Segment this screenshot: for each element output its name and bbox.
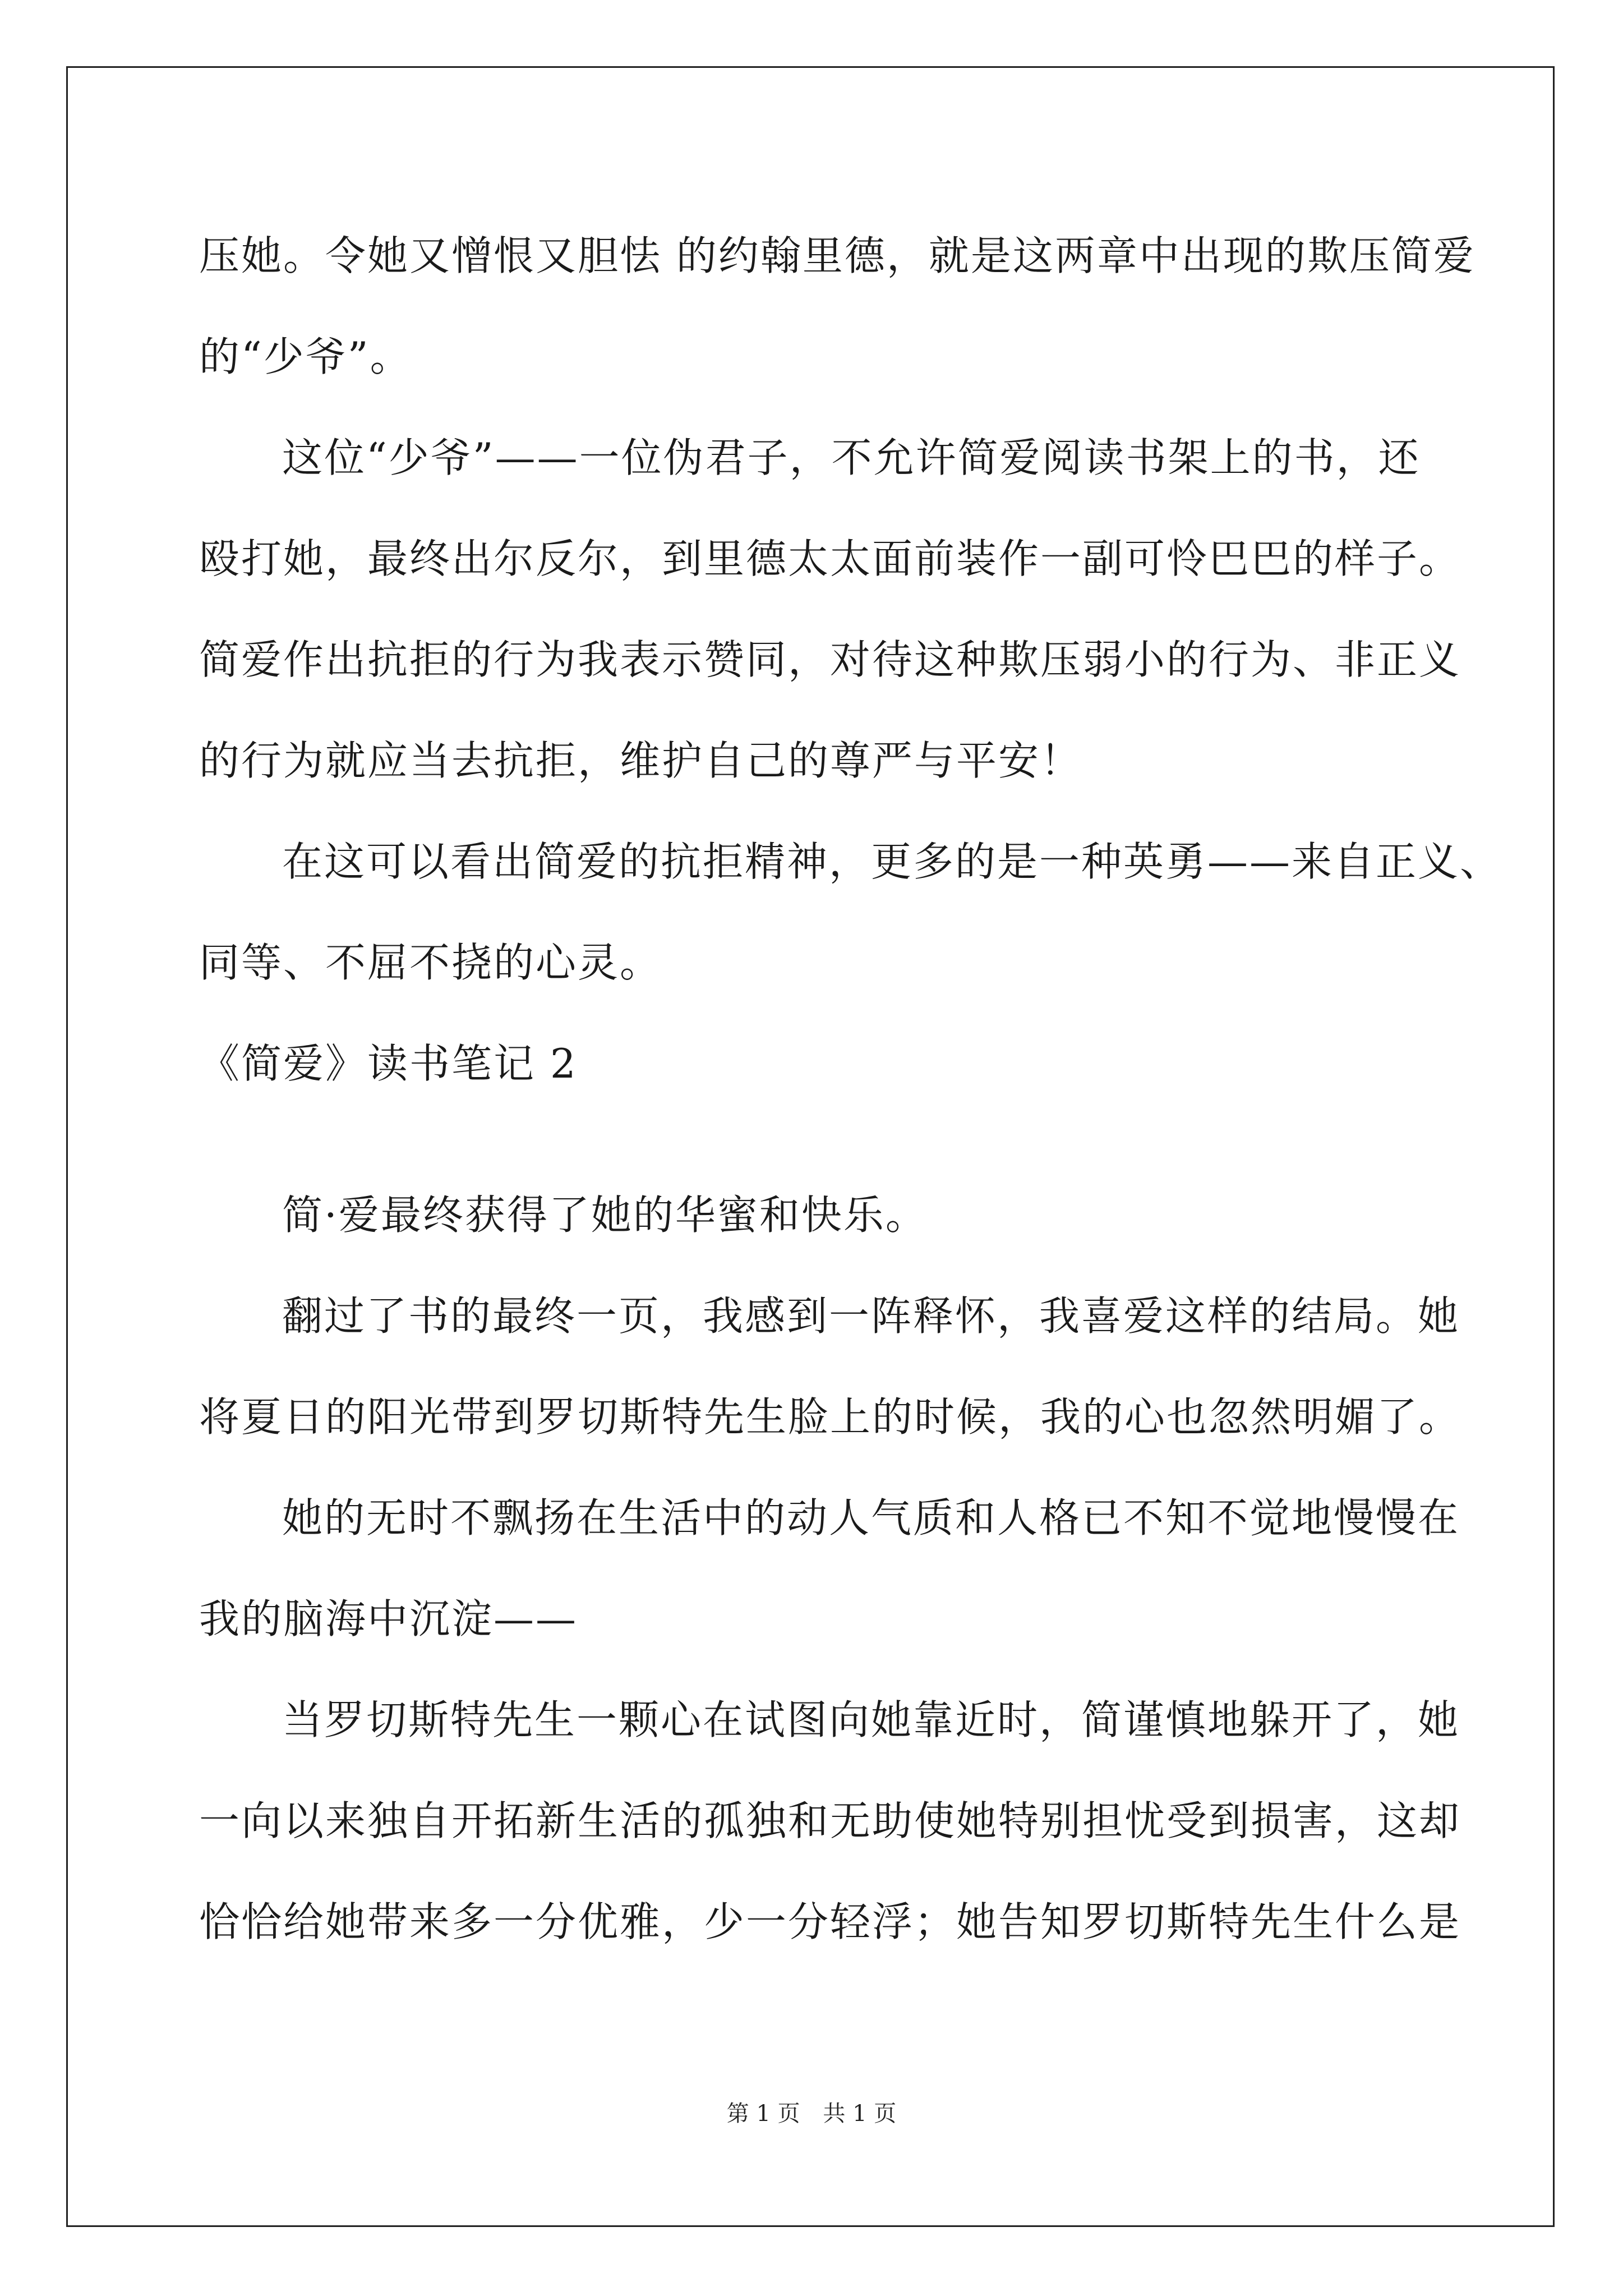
page-footer xyxy=(0,2097,1623,2131)
page-count: 共 1 页 xyxy=(823,2101,897,2127)
paragraph-line: 的行为就应当去抗拒，维护自己的尊严与平安！ xyxy=(199,737,1083,784)
section-paragraph-3 xyxy=(199,1467,1460,1669)
paragraph-line: 在这可以看出简爱的抗拒精神，更多的是一种英勇——来自正义、 xyxy=(282,838,1502,885)
paragraph-line: 当罗切斯特先生一颗心在试图向她靠近时，简谨慎地躲开了，她 xyxy=(282,1696,1460,1743)
paragraph-3 xyxy=(199,811,1502,1013)
paragraph-line: 她的无时不飘扬在生活中的动人气质和人格已不知不觉地慢慢在 xyxy=(282,1494,1460,1542)
section-title: 《简爱》读书笔记 2 xyxy=(199,1040,578,1087)
paragraph-line: 同等、不屈不挠的心灵。 xyxy=(199,939,662,986)
paragraph-line: 翻过了书的最终一页，我感到一阵释怀，我喜爱这样的结局。她 xyxy=(282,1292,1460,1340)
paragraph-line: 我的脑海中沉淀—— xyxy=(199,1595,578,1642)
section-paragraph-2 xyxy=(199,1266,1461,1467)
paragraph-line: 恰恰给她带来多一分优雅，少一分轻浮；她告知罗切斯特先生什么是 xyxy=(199,1898,1461,1945)
paragraph-line: 一向以来独自开拓新生活的孤独和无助使她特别担忧受到损害，这却 xyxy=(199,1797,1461,1844)
paragraph-2 xyxy=(199,407,1461,811)
section-paragraph-1 xyxy=(199,1165,1427,1266)
paragraph-line: 将夏日的阳光带到罗切斯特先生脸上的时候，我的心也忽然明媚了。 xyxy=(199,1393,1461,1441)
paragraph-line: 压她。令她又憎恨又胆怯 的约翰里德，就是这两章中出现的欺压简爱 xyxy=(199,232,1476,279)
paragraph-line: 简爱作出抗拒的行为我表示赞同，对待这种欺压弱小的行为、非正义 xyxy=(199,636,1461,683)
paragraph-line: 殴打她，最终出尔反尔，到里德太太面前装作一副可怜巴巴的样子。 xyxy=(199,535,1461,582)
page-number: 第 1 页 xyxy=(726,2101,800,2127)
paragraph-line: 这位“少爷”——一位伪君子，不允许简爱阅读书架上的书，还 xyxy=(282,434,1421,481)
paragraph-1 xyxy=(199,205,1476,407)
paragraph-line: 简·爱最终获得了她的华蜜和快乐。 xyxy=(282,1191,928,1239)
paragraph-line: 的“少爷”。 xyxy=(199,333,412,380)
section-paragraph-4 xyxy=(199,1669,1461,1972)
